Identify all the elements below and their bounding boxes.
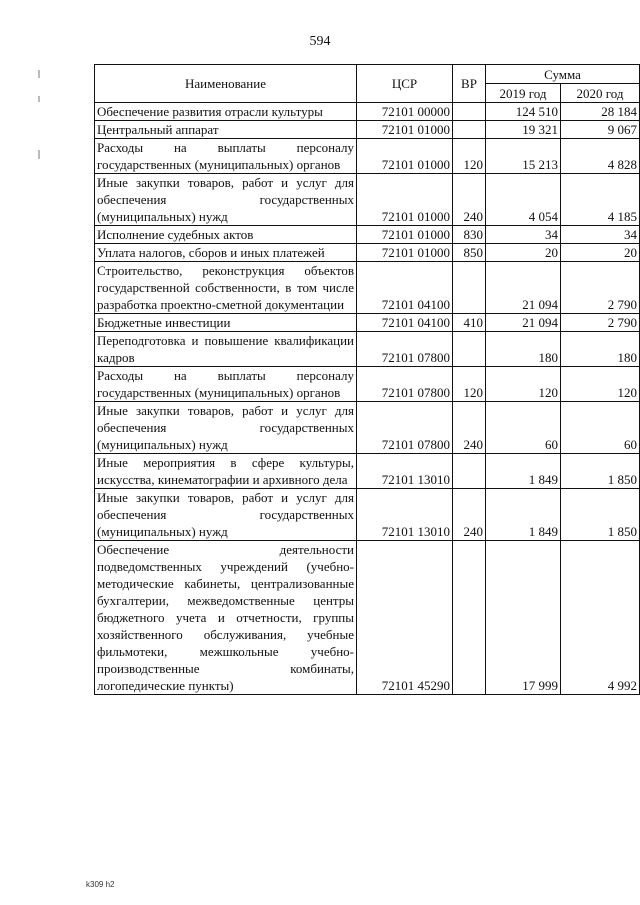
row-name: Исполнение судебных актов <box>95 226 357 244</box>
row-sum-2019: 21 094 <box>486 262 561 314</box>
row-csr: 72101 45290 <box>357 541 453 695</box>
row-name: Иные закупки товаров, работ и услуг для обеспечения государственных (муниципальных) нужд <box>95 489 357 541</box>
margin-mark <box>38 150 40 159</box>
row-name: Обеспечение деятельности подведомственных учреждений (учебно-методические кабинеты, централизованные бухгалтерии, межведомственные центры бюджетного учета и отчетности, группы хозяйственного обслуживания, учебные фильмотеки, межшкольные учебно-производственные комбинаты, логопедические пункты) <box>95 541 357 695</box>
row-sum-2019: 180 <box>486 332 561 367</box>
row-vr <box>453 103 486 121</box>
row-csr: 72101 07800 <box>357 332 453 367</box>
table-row <box>95 541 640 695</box>
row-name: Строительство, реконструкция объектов государственной собственности, в том числе разработка проектно-сметной документации <box>95 262 357 314</box>
row-sum-2020: 60 <box>561 402 640 454</box>
row-csr: 72101 07800 <box>357 367 453 402</box>
row-sum-2019: 60 <box>486 402 561 454</box>
row-sum-2019: 21 094 <box>486 314 561 332</box>
row-vr: 120 <box>453 139 486 174</box>
row-name: Обеспечение развития отрасли культуры <box>95 103 357 121</box>
table-row <box>95 367 640 402</box>
table-row <box>95 103 640 121</box>
table-row <box>95 262 640 314</box>
row-sum-2020: 2 790 <box>561 262 640 314</box>
row-name: Иные закупки товаров, работ и услуг для обеспечения государственных (муниципальных) нужд <box>95 174 357 226</box>
margin-mark <box>38 70 40 78</box>
budget-table <box>94 64 640 695</box>
row-csr: 72101 13010 <box>357 454 453 489</box>
row-csr: 72101 01000 <box>357 244 453 262</box>
row-sum-2019: 4 054 <box>486 174 561 226</box>
row-sum-2020: 4 992 <box>561 541 640 695</box>
header-year-2020: 2020 год <box>561 84 640 103</box>
row-vr <box>453 121 486 139</box>
table-row <box>95 402 640 454</box>
row-csr: 72101 04100 <box>357 262 453 314</box>
row-csr: 72101 07800 <box>357 402 453 454</box>
table-row <box>95 226 640 244</box>
row-vr: 240 <box>453 174 486 226</box>
row-csr: 72101 01000 <box>357 174 453 226</box>
row-sum-2019: 120 <box>486 367 561 402</box>
row-sum-2019: 1 849 <box>486 454 561 489</box>
row-sum-2019: 19 321 <box>486 121 561 139</box>
row-sum-2020: 4 828 <box>561 139 640 174</box>
row-name: Иные мероприятия в сфере культуры, искусства, кинематографии и архивного дела <box>95 454 357 489</box>
row-vr: 240 <box>453 489 486 541</box>
table-row <box>95 174 640 226</box>
row-name: Бюджетные инвестиции <box>95 314 357 332</box>
header-year-2019: 2019 год <box>486 84 561 103</box>
row-sum-2020: 4 185 <box>561 174 640 226</box>
table-row <box>95 314 640 332</box>
row-sum-2019: 124 510 <box>486 103 561 121</box>
page-number: 594 <box>309 34 331 49</box>
table-row <box>95 454 640 489</box>
row-csr: 72101 04100 <box>357 314 453 332</box>
row-name: Расходы на выплаты персоналу государственных (муниципальных) органов <box>95 367 357 402</box>
row-sum-2020: 2 790 <box>561 314 640 332</box>
row-sum-2019: 20 <box>486 244 561 262</box>
table-row <box>95 332 640 367</box>
row-sum-2020: 1 850 <box>561 454 640 489</box>
header-vr: ВР <box>453 65 486 103</box>
table-row <box>95 244 640 262</box>
row-csr: 72101 00000 <box>357 103 453 121</box>
table-header <box>95 65 640 103</box>
table-row <box>95 139 640 174</box>
row-vr <box>453 454 486 489</box>
row-sum-2020: 1 850 <box>561 489 640 541</box>
row-sum-2020: 28 184 <box>561 103 640 121</box>
row-vr: 240 <box>453 402 486 454</box>
row-sum-2020: 180 <box>561 332 640 367</box>
row-sum-2019: 15 213 <box>486 139 561 174</box>
row-csr: 72101 13010 <box>357 489 453 541</box>
row-sum-2019: 1 849 <box>486 489 561 541</box>
row-sum-2020: 9 067 <box>561 121 640 139</box>
table-row <box>95 489 640 541</box>
row-name: Переподготовка и повышение квалификации кадров <box>95 332 357 367</box>
table-row <box>95 121 640 139</box>
row-vr: 850 <box>453 244 486 262</box>
row-csr: 72101 01000 <box>357 139 453 174</box>
table-body <box>95 103 640 695</box>
row-csr: 72101 01000 <box>357 121 453 139</box>
row-name: Расходы на выплаты персоналу государственных (муниципальных) органов <box>95 139 357 174</box>
row-vr: 410 <box>453 314 486 332</box>
footer-code: k309 h2 <box>86 880 115 889</box>
row-name: Центральный аппарат <box>95 121 357 139</box>
row-vr <box>453 332 486 367</box>
row-sum-2019: 34 <box>486 226 561 244</box>
row-vr <box>453 262 486 314</box>
row-sum-2019: 17 999 <box>486 541 561 695</box>
header-csr: ЦСР <box>357 65 453 103</box>
row-sum-2020: 120 <box>561 367 640 402</box>
row-name: Иные закупки товаров, работ и услуг для обеспечения государственных (муниципальных) нужд <box>95 402 357 454</box>
row-name: Уплата налогов, сборов и иных платежей <box>95 244 357 262</box>
row-vr <box>453 541 486 695</box>
row-vr: 120 <box>453 367 486 402</box>
row-csr: 72101 01000 <box>357 226 453 244</box>
row-vr: 830 <box>453 226 486 244</box>
header-name: Наименование <box>95 65 357 103</box>
row-sum-2020: 34 <box>561 226 640 244</box>
header-sum: Сумма <box>486 65 640 84</box>
margin-mark <box>38 96 40 102</box>
row-sum-2020: 20 <box>561 244 640 262</box>
